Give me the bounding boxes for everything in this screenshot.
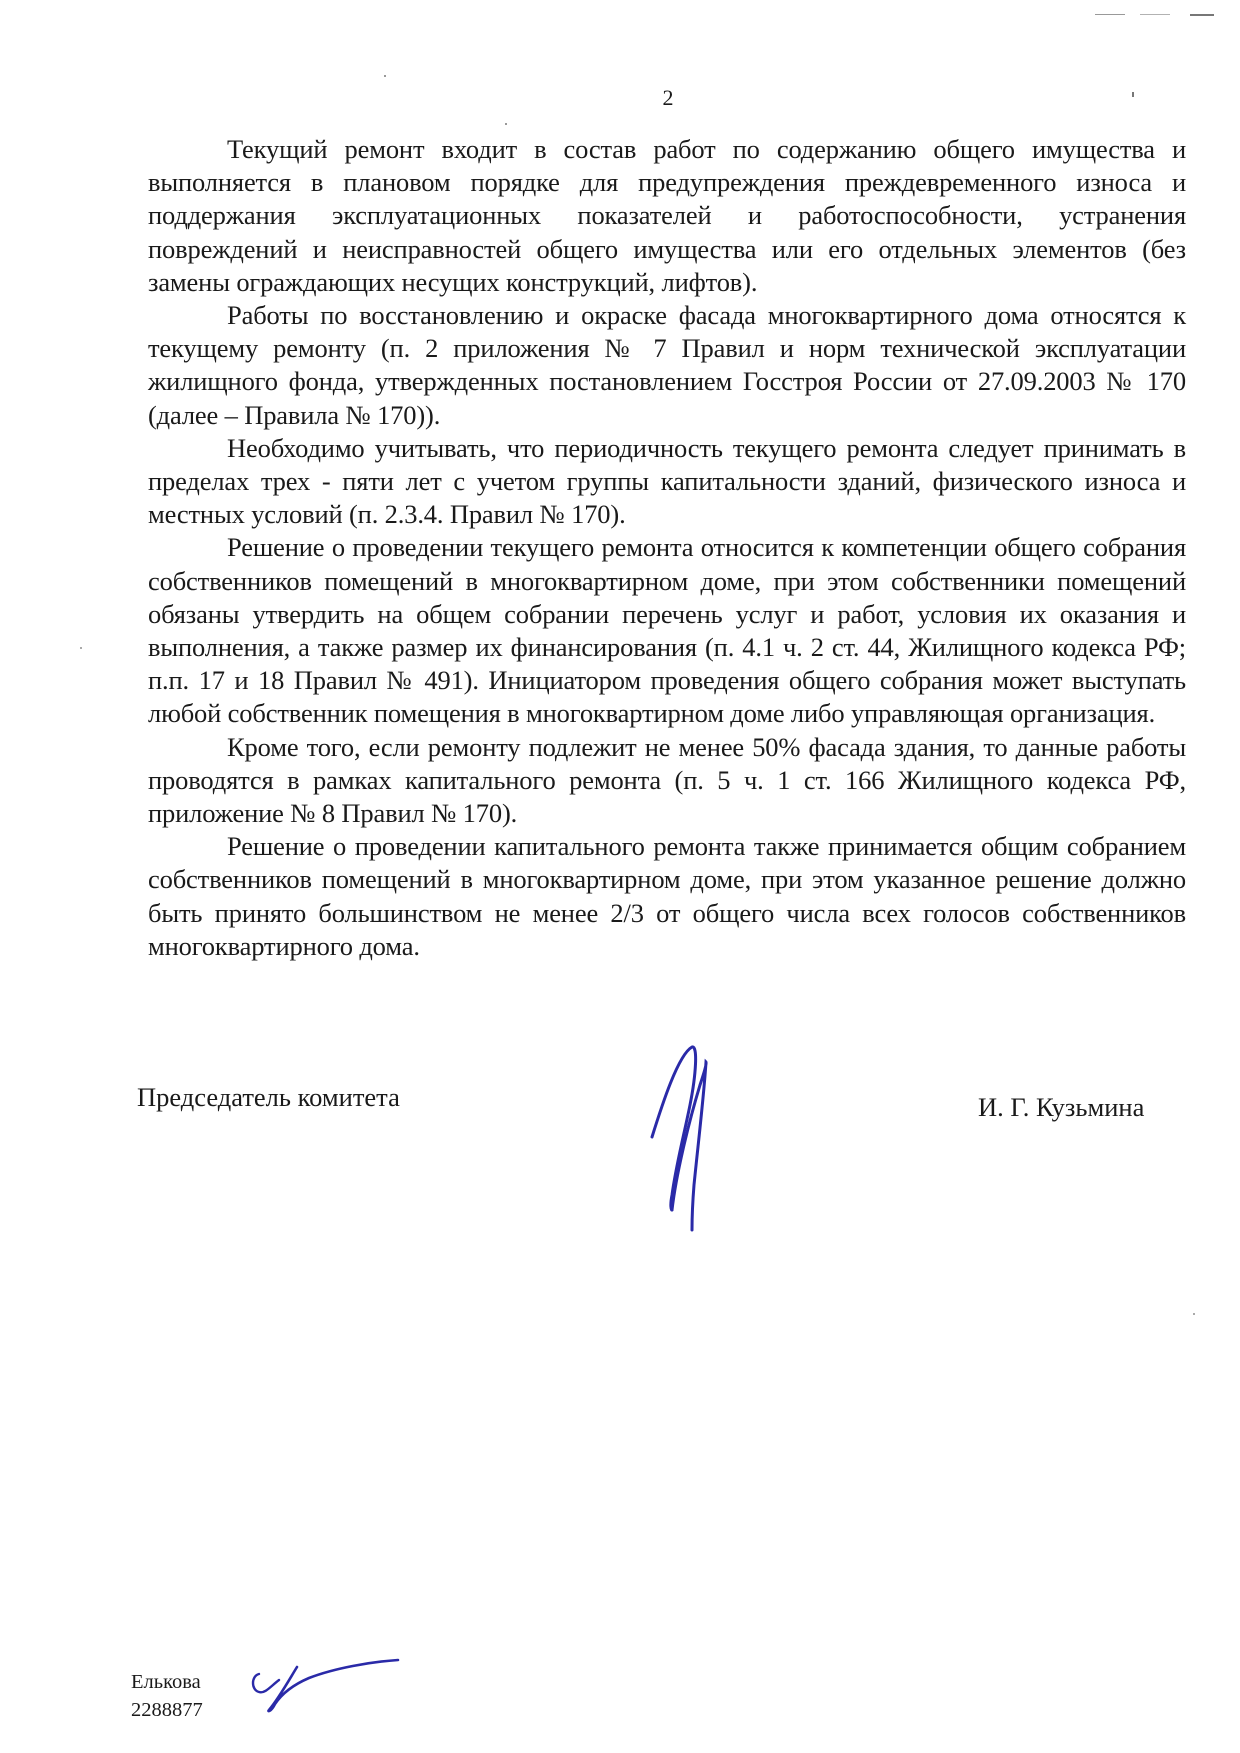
paragraph: Текущий ремонт входит в состав работ по содержанию общего имущества и выполняется в плановом порядке для предупреждения преждевременного износа и поддержания эксплуатационных показателей и работоспособности, устранения повреждений и неисправностей общего имущества или его отдельных элементов (без замены ограждающих несущих конструкций, лифтов). bbox=[148, 134, 1186, 297]
signatory-name: И. Г. Кузьмина bbox=[978, 1092, 1145, 1122]
scan-artifact-line bbox=[1095, 14, 1125, 15]
executor-name: Елькова bbox=[131, 1671, 201, 1693]
executor-info bbox=[131, 1668, 203, 1724]
handwritten-signature-icon bbox=[640, 1035, 730, 1245]
page-number: 2 bbox=[662, 85, 674, 110]
paragraph: Решение о проведении капитального ремонта также принимается общим собранием собственников помещений в многоквартирном доме, при этом указанное решение должно быть принято большинством не менее 2/3 от общего числа всех голосов собственников многоквартирного дома. bbox=[148, 831, 1186, 961]
executor-phone: 2288877 bbox=[131, 1699, 203, 1721]
signatory-title: Председатель комитета bbox=[137, 1082, 400, 1112]
paragraph: Работы по восстановлению и окраске фасада многоквартирного дома относятся к текущему ремонту (п. 2 приложения № 7 Правил и норм технической эксплуатации жилищного фонда, утвержденных постановлением Госстроя России от 27.09.2003 № 170 (далее – Правила № 170)). bbox=[148, 300, 1186, 430]
scan-artifact-dot bbox=[80, 647, 82, 649]
paragraph: Решение о проведении текущего ремонта относится к компетенции общего собрания собственников помещений в многоквартирном доме, при этом собственники помещений обязаны утвердить на общем собрании перечень услуг и работ, условия их оказания и выполнения, а также размер их финансирования (п. 4.1 ч. 2 ст. 44, Жилищного кодекса РФ; п.п. 17 и 18 Правил № 491). Инициатором проведения общего собрания может выступать любой собственник помещения в многоквартирном доме либо управляющая организация. bbox=[148, 532, 1186, 729]
scan-artifact-line bbox=[1140, 14, 1170, 15]
document-body bbox=[148, 133, 1186, 963]
scan-artifact-dot bbox=[1193, 1313, 1195, 1315]
paragraph: Кроме того, если ремонту подлежит не менее 50% фасада здания, то данные работы проводятся в рамках капитального ремонта (п. 5 ч. 1 ст. 166 Жилищного кодекса РФ, приложение № 8 Правил № 170). bbox=[148, 731, 1186, 829]
handwritten-initials-icon bbox=[245, 1650, 410, 1720]
paragraph: Необходимо учитывать, что периодичность текущего ремонта следует принимать в пределах трех - пяти лет с учетом группы капитальности зданий, физического износа и местных условий (п. 2.3.4. Правил № 170). bbox=[148, 432, 1186, 530]
scan-artifact-dot bbox=[505, 123, 507, 125]
scan-artifact-dot bbox=[384, 75, 386, 77]
scan-artifact-line bbox=[1190, 14, 1214, 16]
